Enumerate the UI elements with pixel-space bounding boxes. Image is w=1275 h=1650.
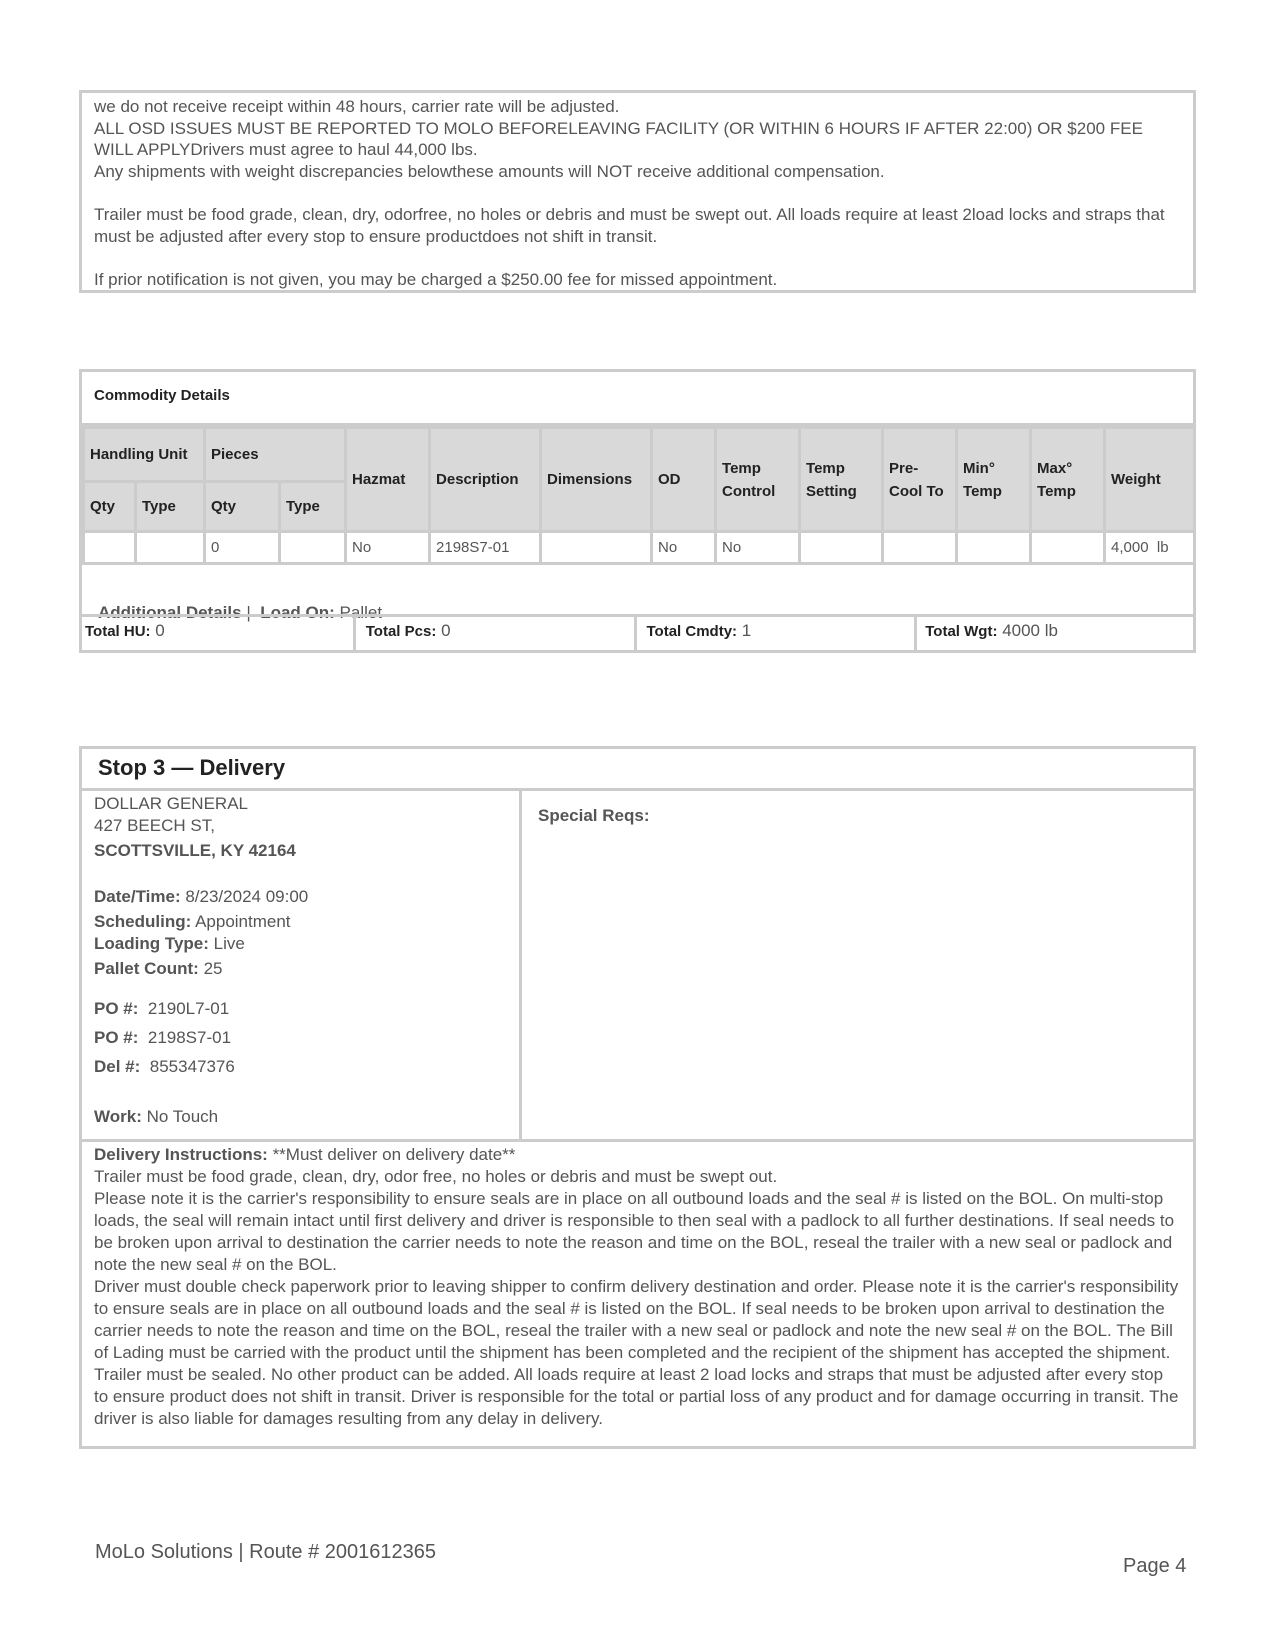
cell-dimensions [541,532,652,564]
special-reqs [522,791,1193,1139]
commodity-details [79,369,1196,653]
carrier-notes [79,90,1196,293]
load-on-value: Pallet [339,603,383,622]
work-row: Work: No Touch [94,1107,219,1126]
commodity-table [82,426,1196,565]
header-hu-qty: Qty [84,482,136,532]
header-hazmat: Hazmat [346,428,430,532]
note-line: Any shipments with weight discrepancies belowthese amounts will NOT receive additional compensation. [94,161,885,181]
header-pc-qty: Qty [205,482,280,532]
stop-header [82,749,1193,791]
cell-pc-qty: 0 [205,532,280,564]
scheduling-row: Scheduling: Appointment [94,912,291,931]
cell-pre-cool [883,532,957,564]
stop-details [82,791,522,1139]
total-wgt: Total Wgt: 4000 lb [925,621,1058,640]
instructions-first: **Must deliver on delivery date** [272,1145,516,1164]
cell-hu-qty [84,532,136,564]
note-line: we do not receive receipt within 48 hours, carrier rate will be adjusted. [94,97,620,116]
commodity-title: Commodity Details [94,387,230,404]
header-temp-control: Temp Control [716,428,800,532]
separator: | [246,603,251,622]
totals-row [82,614,1193,650]
footer-route: MoLo Solutions | Route # 2001612365 [95,1541,437,1563]
del-row: Del #: 855347376 [94,1057,235,1076]
note-line: If prior notification is not given, you may be charged a $250.00 fee for missed appointment. [94,270,778,289]
note-line: ALL OSD ISSUES MUST BE REPORTED TO MOLO BEFORELEAVING FACILITY (OR WITHIN 6 HOURS IF AFTER 22:00) OR $200 FEE WILL APPLYDrivers must agree to haul 44,000 lbs. [94,118,1143,159]
load-on-label: Load On: [260,603,335,622]
header-handling-unit: Handling Unit [84,428,205,482]
header-dimensions: Dimensions [541,428,652,532]
consignee-city: SCOTTSVILLE, KY 42164 [94,841,296,860]
header-pc-type: Type [280,482,346,532]
delivery-instructions [82,1139,1193,1446]
cell-od: No [652,532,716,564]
datetime-row: Date/Time: 8/23/2024 09:00 [94,887,309,906]
cell-hazmat: No [346,532,430,564]
cell-min-temp [957,532,1031,564]
header-hu-type: Type [136,482,205,532]
total-hu: Total HU: 0 [82,617,356,650]
cell-description: 2198S7-01 [430,532,541,564]
cell-weight: 4,000 lb [1105,532,1195,564]
loading-type-row: Loading Type: Live [94,934,245,953]
header-pre-cool: Pre-Cool To [883,428,957,532]
header-min-temp: Min° Temp [957,428,1031,532]
po-row: PO #: 2198S7-01 [94,1028,232,1047]
stop-title: Stop 3 — Delivery [98,755,286,780]
consignee-address: 427 BEECH ST, [94,816,215,835]
cell-pc-type [280,532,346,564]
header-description: Description [430,428,541,532]
cell-temp-setting [800,532,883,564]
header-max-temp: Max° Temp [1031,428,1105,532]
page-number: Page 4 [1123,1555,1187,1577]
total-pcs: Total Pcs: 0 [356,617,637,650]
commodity-title-bar [82,372,1193,426]
header-temp-setting: Temp Setting [800,428,883,532]
header-pieces: Pieces [205,428,346,482]
additional-details-label: Additional Details [98,603,242,622]
stop-section [79,746,1196,1449]
table-row [84,532,1195,564]
pallet-count-row: Pallet Count: 25 [94,959,223,978]
cell-temp-control: No [716,532,800,564]
instructions-paragraph: Please note it is the carrier's responsibility to ensure seals are in place on all outbound loads and the seal # is listed on the BOL. On multi-stop loads, the seal will remain intact until first delivery and driver is responsible to then seal with a padlock to all further destinations. If seal needs to be broken upon arrival to destination the carrier needs to note the reason and time on the BOL, reseal the trailer with a new seal or padlock and note the new seal # on the BOL. [94,1189,1175,1274]
special-reqs-label: Special Reqs: [538,806,650,825]
instructions-paragraph: Trailer must be food grade, clean, dry, odor free, no holes or debris and must be swept out. [94,1167,778,1186]
consignee-name: DOLLAR GENERAL [94,794,248,813]
header-od: OD [652,428,716,532]
note-line: Trailer must be food grade, clean, dry, odorfree, no holes or debris and must be swept out. All loads require at least 2load locks and straps that must be adjusted after every stop to ensure productdoes not shift in transit. [94,205,1165,246]
po-row: PO #: 2190L7-01 [94,999,230,1018]
cell-max-temp [1031,532,1105,564]
header-weight: Weight [1105,428,1195,532]
cell-hu-type [136,532,205,564]
instructions-label: Delivery Instructions: [94,1145,268,1164]
instructions-paragraph: Driver must double check paperwork prior to leaving shipper to confirm delivery destination and order. Please note it is the carrier's responsibility to ensure seals are in place on all outbound loads and the seal # is listed on the BOL. If seal needs to be broken upon arrival to destination the carrier needs to note the reason and time on the BOL, reseal the trailer with a new seal or padlock and note the new seal # on the BOL. The Bill of Lading must be carried with the product until the shipment has been completed and the recipient of the shipment has accepted the shipment. Trailer must be sealed. No other product can be added. All loads require at least 2 load locks and straps that must be adjusted after every stop to ensure product does not shift in transit. Driver is responsible for the total or partial loss of any product and for damage occurring in transit. The driver is also liable for damages resulting from any delay in delivery. [94,1277,1179,1428]
total-cmdty: Total Cmdty: 1 [637,617,918,650]
